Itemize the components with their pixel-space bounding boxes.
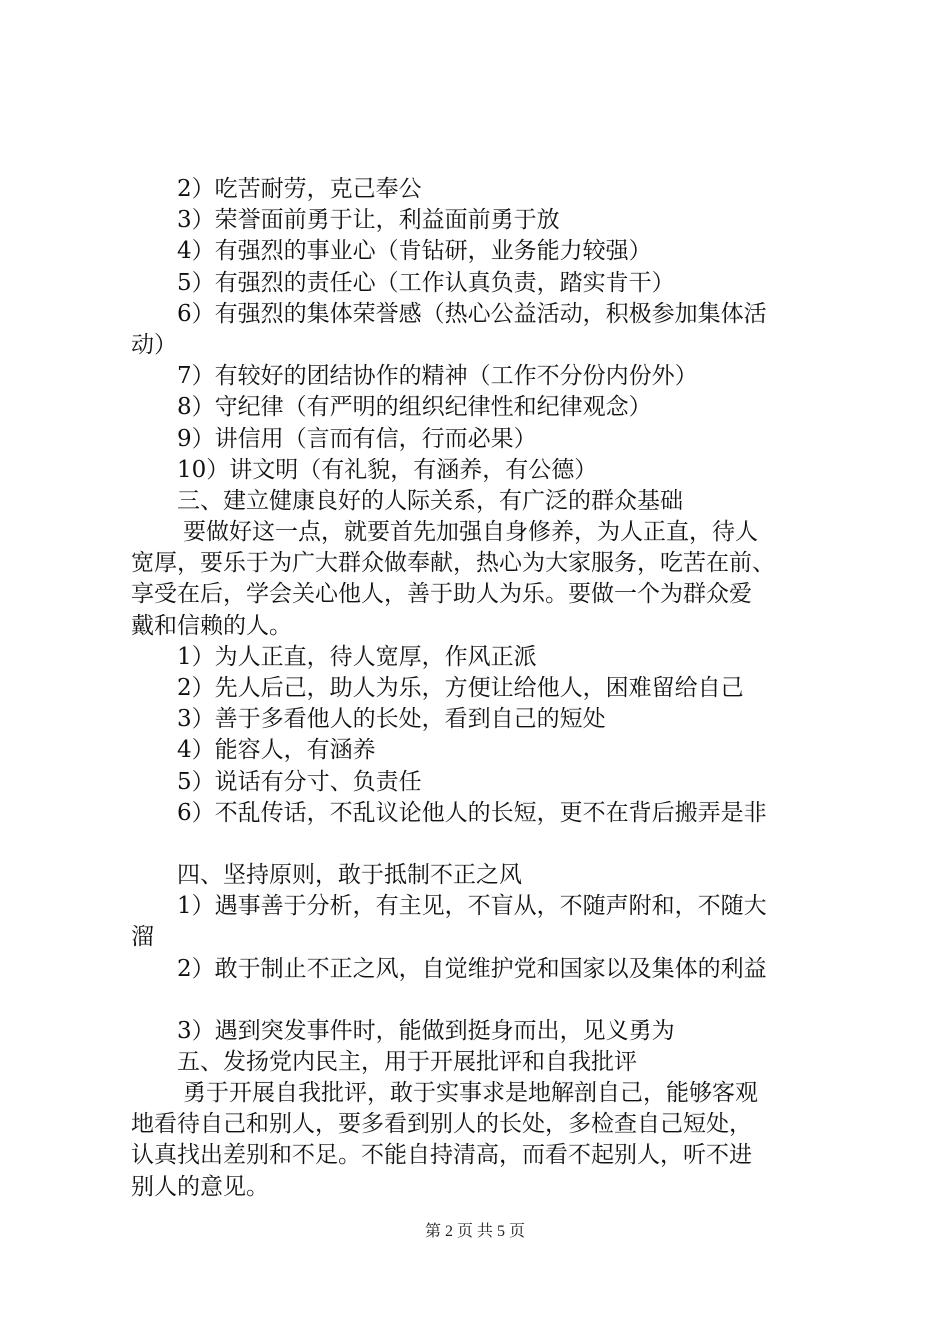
document-body [131,174,836,1203]
section-heading: 四、坚持原则，敢于抵制不正之风 [177,861,522,888]
list-item: 2）敢于制止不正之风，自觉维护党和国家以及集体的利益 [177,955,767,982]
list-item: 1）遇事善于分析，有主见，不盲从，不随声附和，不随大 [177,893,767,920]
list-item: 4）能容人，有涵养 [177,737,376,764]
list-item: 3）善于多看他人的长处，看到自己的短处 [177,706,606,733]
list-item: 3）遇到突发事件时，能做到挺身而出，见义勇为 [177,1017,675,1044]
page-footer: 第 2 页 共 5 页 [424,1223,525,1240]
list-item: 6）有强烈的集体荣誉感（热心公益活动，积极参加集体活 [177,300,767,327]
list-item: 2）先人后己，助人为乐，方便让给他人，困难留给自己 [177,675,744,701]
paragraph-line: 认真找出差别和不足。不能自持清高，而看不起别人，听不进 [131,1142,752,1169]
section-heading: 三、建立健康良好的人际关系，有广泛的群众基础 [177,487,683,514]
paragraph-line: 别人的意见。 [131,1173,269,1200]
paragraph-line: 戴和信赖的人。 [131,612,292,639]
list-item: 5）说话有分寸、负责任 [177,768,422,795]
list-item: 6）不乱传话，不乱议论他人的长短，更不在背后搬弄是非 [177,799,767,826]
list-item: 1）为人正直，待人宽厚，作风正派 [177,643,537,670]
section-heading: 五、发扬党内民主，用于开展批评和自我批评 [177,1048,637,1075]
paragraph-line: 地看待自己和别人，要多看到别人的长处，多检查自己短处， [131,1111,752,1138]
paragraph-line: 勇于开展自我批评，敢于实事求是地解剖自己，能够客观 [183,1080,758,1107]
paragraph-line: 享受在后，学会关心他人，善于助人为乐。要做一个为群众爱 [131,581,752,608]
list-item: 7）有较好的团结协作的精神（工作不分份内份外） [177,363,698,390]
list-item-continuation: 溜 [131,924,154,951]
list-item: 10）讲文明（有礼貌，有涵养，有公德） [177,456,598,483]
list-item: 8）守纪律（有严明的组织纪律性和纪律观念） [177,394,652,421]
list-item: 4）有强烈的事业心（肯钻研，业务能力较强） [177,238,652,265]
paragraph-line: 要做好这一点，就要首先加强自身修养，为人正直，待人 [183,519,758,546]
list-item: 9）讲信用（言而有信，行而必果） [177,425,537,452]
list-item: 3）荣誉面前勇于让，利益面前勇于放 [177,207,560,234]
paragraph-line: 宽厚，要乐于为广大群众做奉献，热心为大家服务，吃苦在前、 [131,550,775,577]
list-item-continuation: 动） [131,331,177,358]
list-item: 2）吃苦耐劳，克己奉公 [177,176,422,202]
list-item: 5）有强烈的责任心（工作认真负责，踏实肯干） [177,269,675,296]
